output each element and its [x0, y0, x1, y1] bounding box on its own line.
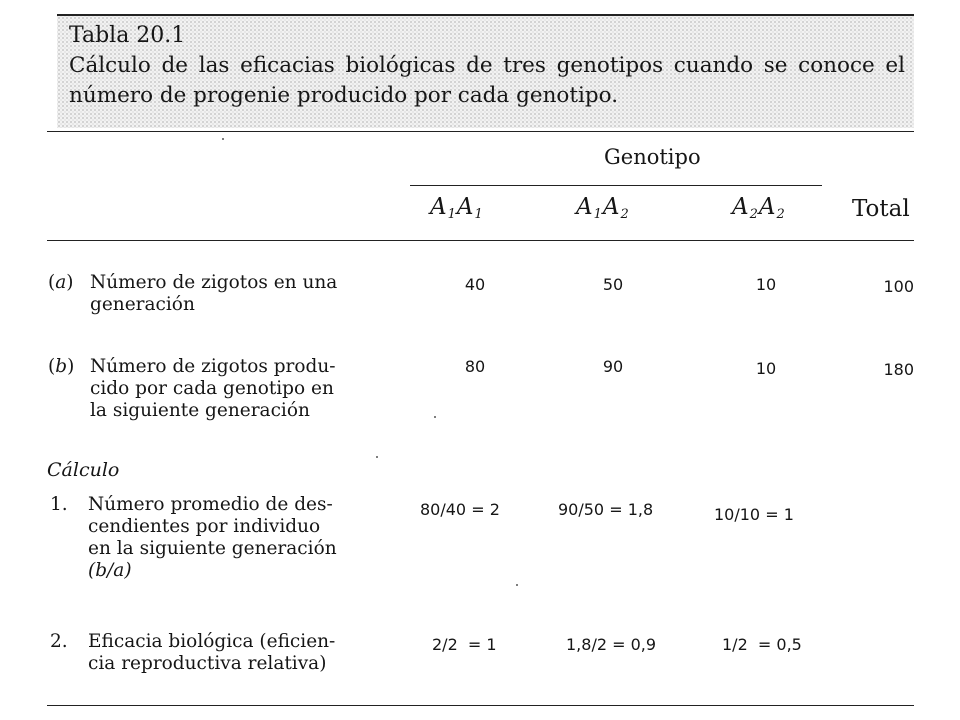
- genotipo-header: Genotipo: [604, 145, 701, 169]
- scan-speck: [222, 138, 224, 140]
- genotype-allele: A: [732, 194, 750, 220]
- scan-speck: [516, 584, 518, 586]
- genotype-allele-index: 1: [447, 207, 457, 222]
- genotype-allele: A: [576, 194, 594, 220]
- calc-row-1-value-a2a2: 10/10 = 1: [714, 505, 794, 524]
- row-label-lines: [88, 631, 360, 675]
- row-label-line: generación: [90, 294, 195, 315]
- row-marker-paren: ): [66, 272, 74, 293]
- genotype-allele: A: [758, 194, 777, 220]
- genotype-allele-index: 1: [474, 207, 484, 222]
- genotype-allele-index: 2: [620, 207, 630, 222]
- genotype-allele: A: [430, 194, 448, 220]
- row-label-line: cido por cada genotipo en: [90, 378, 334, 399]
- row-label-line: cia reproductiva relativa): [88, 653, 327, 674]
- bottom-rule: [47, 705, 914, 706]
- calc-row-marker: 2.: [50, 631, 68, 652]
- header-bottom-rule: [47, 240, 914, 241]
- row-label-lines: [90, 356, 360, 422]
- row-label-lines: [88, 494, 360, 582]
- table-title: Tabla 20.1: [69, 23, 186, 48]
- row-label-line: cendientes por individuo: [88, 516, 321, 537]
- genotipo-group-rule: [410, 185, 822, 186]
- table-caption: [57, 14, 914, 128]
- row-a-total: 100: [883, 277, 914, 296]
- calc-row-marker: 1.: [50, 494, 68, 515]
- calc-row-1-value-a1a2: 90/50 = 1,8: [558, 500, 654, 519]
- genotype-allele: A: [456, 194, 475, 220]
- total-header: Total: [852, 196, 910, 222]
- genotype-header-a2a2: [732, 196, 786, 226]
- calc-row-2-value-a2a2: 1/2 = 0,5: [722, 635, 802, 654]
- row-label-lines: [90, 272, 360, 316]
- row-marker-letter: a: [55, 272, 67, 293]
- row-label-line: Número de zigotos produ-: [90, 356, 336, 377]
- row-label-line: la siguiente generación: [90, 400, 310, 421]
- calc-row-1-value-a1a1: 80/40 = 2: [420, 500, 500, 519]
- row-marker-paren: (: [48, 356, 56, 377]
- row-label-line: Eficacia biológica (eficien-: [88, 631, 336, 652]
- scan-speck: [434, 416, 436, 418]
- row-label-line: Número de zigotos en una: [90, 272, 338, 293]
- row-b-value-a2a2: 10: [755, 359, 777, 378]
- row-a-value-a2a2: 10: [755, 275, 777, 294]
- row-marker: [48, 272, 73, 294]
- row-marker-letter: b: [55, 356, 68, 377]
- genotype-header-a1a1: [430, 196, 484, 226]
- table-caption-text: Cálculo de las eficacias biológicas de tres genotipos cuando se conoce el número de progenie producido por cada genotipo.: [69, 53, 905, 108]
- row-a-value-a1a1: 40: [464, 275, 486, 294]
- row-a-value-a1a2: 50: [602, 275, 624, 294]
- calc-row-2-value-a1a1: 2/2 = 1: [432, 635, 497, 654]
- scan-speck: [376, 456, 378, 458]
- row-marker: [48, 356, 74, 378]
- row-label-line: (b/a): [88, 560, 132, 581]
- top-rule: [47, 131, 914, 132]
- row-marker-paren: (: [48, 272, 56, 293]
- row-b-value-a1a2: 90: [602, 357, 624, 376]
- genotype-allele-index: 1: [593, 207, 603, 222]
- row-b-total: 180: [883, 360, 914, 379]
- calc-row-2-value-a1a2: 1,8/2 = 0,9: [566, 635, 657, 654]
- genotype-allele-index: 2: [749, 207, 759, 222]
- row-marker-paren: ): [67, 356, 75, 377]
- row-label-line: Número promedio de des-: [88, 494, 333, 515]
- genotype-allele-index: 2: [776, 207, 786, 222]
- calc-section-heading: Cálculo: [47, 459, 120, 481]
- row-label-line: en la siguiente generación: [88, 538, 337, 559]
- row-b-value-a1a1: 80: [464, 357, 486, 376]
- genotype-header-a1a2: [576, 196, 630, 226]
- genotype-allele: A: [602, 194, 621, 220]
